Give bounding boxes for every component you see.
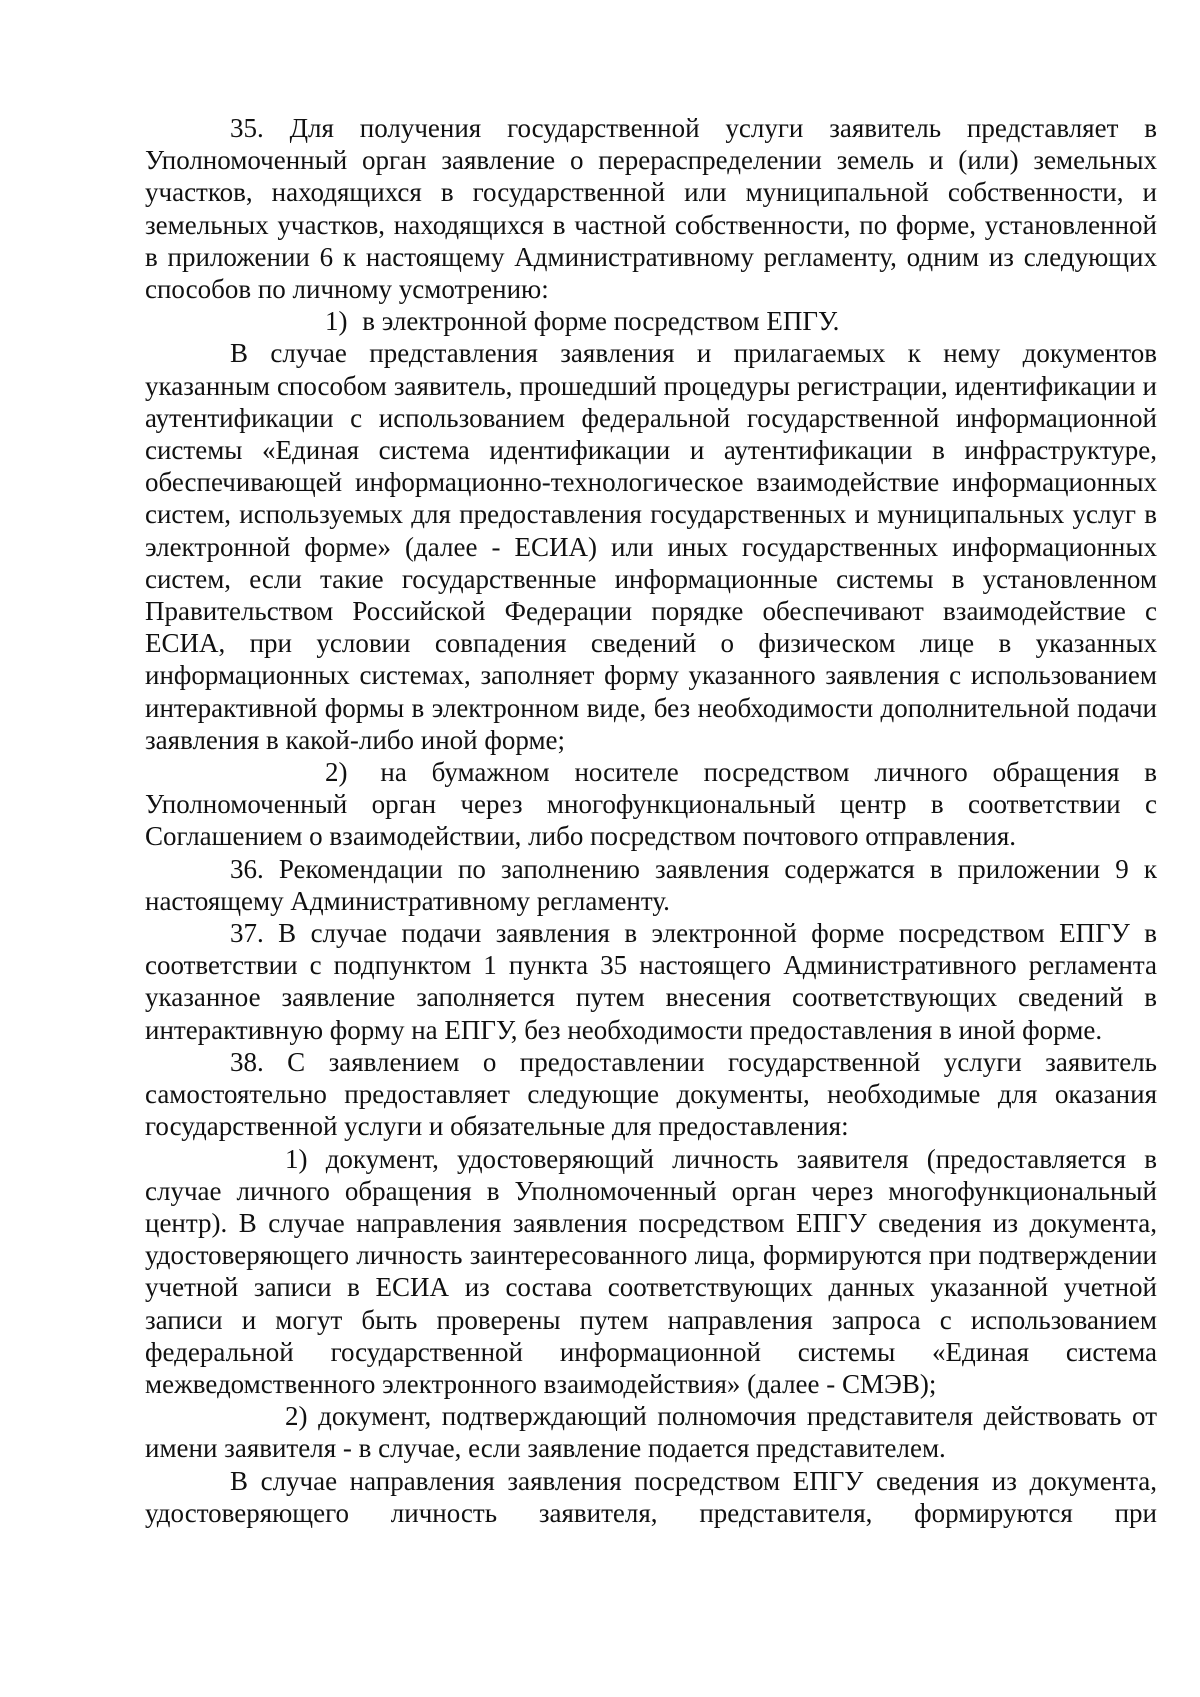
list-item-text: документ, удостоверяющий личность заявителя (предоставляется в случае личного обращения в Уполномоченный орган через многофункциональный центр). В случае направления заявления посредством ЕПГУ сведения из документа, удостоверяющего личность заинтересованного лица, формируются при подтверждении учетной записи в ЕСИА из состава соответствующих данных указанной учетной записи и могут быть проверены путем направления запроса с использованием федеральной государственной информационной системы «Единая система межведомственного электронного взаимодействия» (далее - СМЭВ); [145, 1143, 1158, 1399]
paragraph-38-item-1 [145, 1143, 1157, 1401]
list-item-text: документ, подтверждающий полномочия представителя действовать от имени заявителя - в случае, если заявление подается представителем. [145, 1401, 1158, 1464]
paragraph-35: 35. Для получения государственной услуги заявитель представляет в Уполномоченный орган заявление о перераспределении земель и (или) земельных участков, находящихся в государственной или муниципальной собственности, и земельных участков, находящихся в частной собственности, по форме, установленной в приложении 6 к настоящему Административному регламенту, одним из следующих способов по личному усмотрению: [145, 113, 1157, 305]
list-number: 2) [325, 757, 348, 788]
paragraph-35-item-1 [145, 305, 1157, 337]
paragraph-35-item-2 [145, 756, 1157, 853]
document-body [145, 112, 1157, 1529]
list-number: 2) [285, 1401, 308, 1432]
paragraph-38: 38. С заявлением о предоставлении государственной услуги заявитель самостоятельно предоставляет следующие документы, необходимые для оказания государственной услуги и обязательные для предоставления: [145, 1046, 1157, 1142]
paragraph-37: 37. В случае подачи заявления в электронной форме посредством ЕПГУ в соответствии с подпунктом 1 пункта 35 настоящего Административного регламента указанное заявление заполняется путем внесения соответствующих сведений в интерактивную форму на ЕПГУ, без необходимости предоставления в иной форме. [145, 918, 1157, 1045]
list-item-text: на бумажном носителе посредством личного обращения в Уполномоченный орган через многофункциональный центр в соответствии с Соглашением о взаимодействии, либо посредством почтового отправления. [145, 757, 1158, 852]
paragraph-36: 36. Рекомендации по заполнению заявления содержатся в приложении 9 к настоящему Административному регламенту. [145, 853, 1157, 916]
paragraph-35-item-1-detail: В случае представления заявления и прилагаемых к нему документов указанным способом заявитель, прошедший процедуры регистрации, идентификации и аутентификации с использованием федеральной государственной информационной системы «Единая система идентификации и аутентификации в инфраструктуре, обеспечивающей информационно-технологическое взаимодействие информационных систем, используемых для предоставления государственных и муниципальных услуг в электронной форме» (далее - ЕСИА) или иных государственных информационных систем, если такие государственные информационные системы в установленном Правительством Российской Федерации порядке обеспечивают взаимодействие с ЕСИА, при условии совпадения сведений о физическом лице в указанных информационных системах, заполняет форму указанного заявления с использованием интерактивной формы в электронном виде, без необходимости дополнительной подачи заявления в какой-либо иной форме; [145, 338, 1157, 755]
paragraph-38-item-2 [145, 1400, 1157, 1464]
list-number: 1) [325, 306, 348, 337]
list-item-text: в электронной форме посредством ЕПГУ. [362, 306, 840, 337]
list-number: 1) [285, 1143, 308, 1174]
paragraph-38-tail: В случае направления заявления посредством ЕПГУ сведения из документа, удостоверяющего личность заявителя, представителя, формируются при [145, 1465, 1157, 1528]
